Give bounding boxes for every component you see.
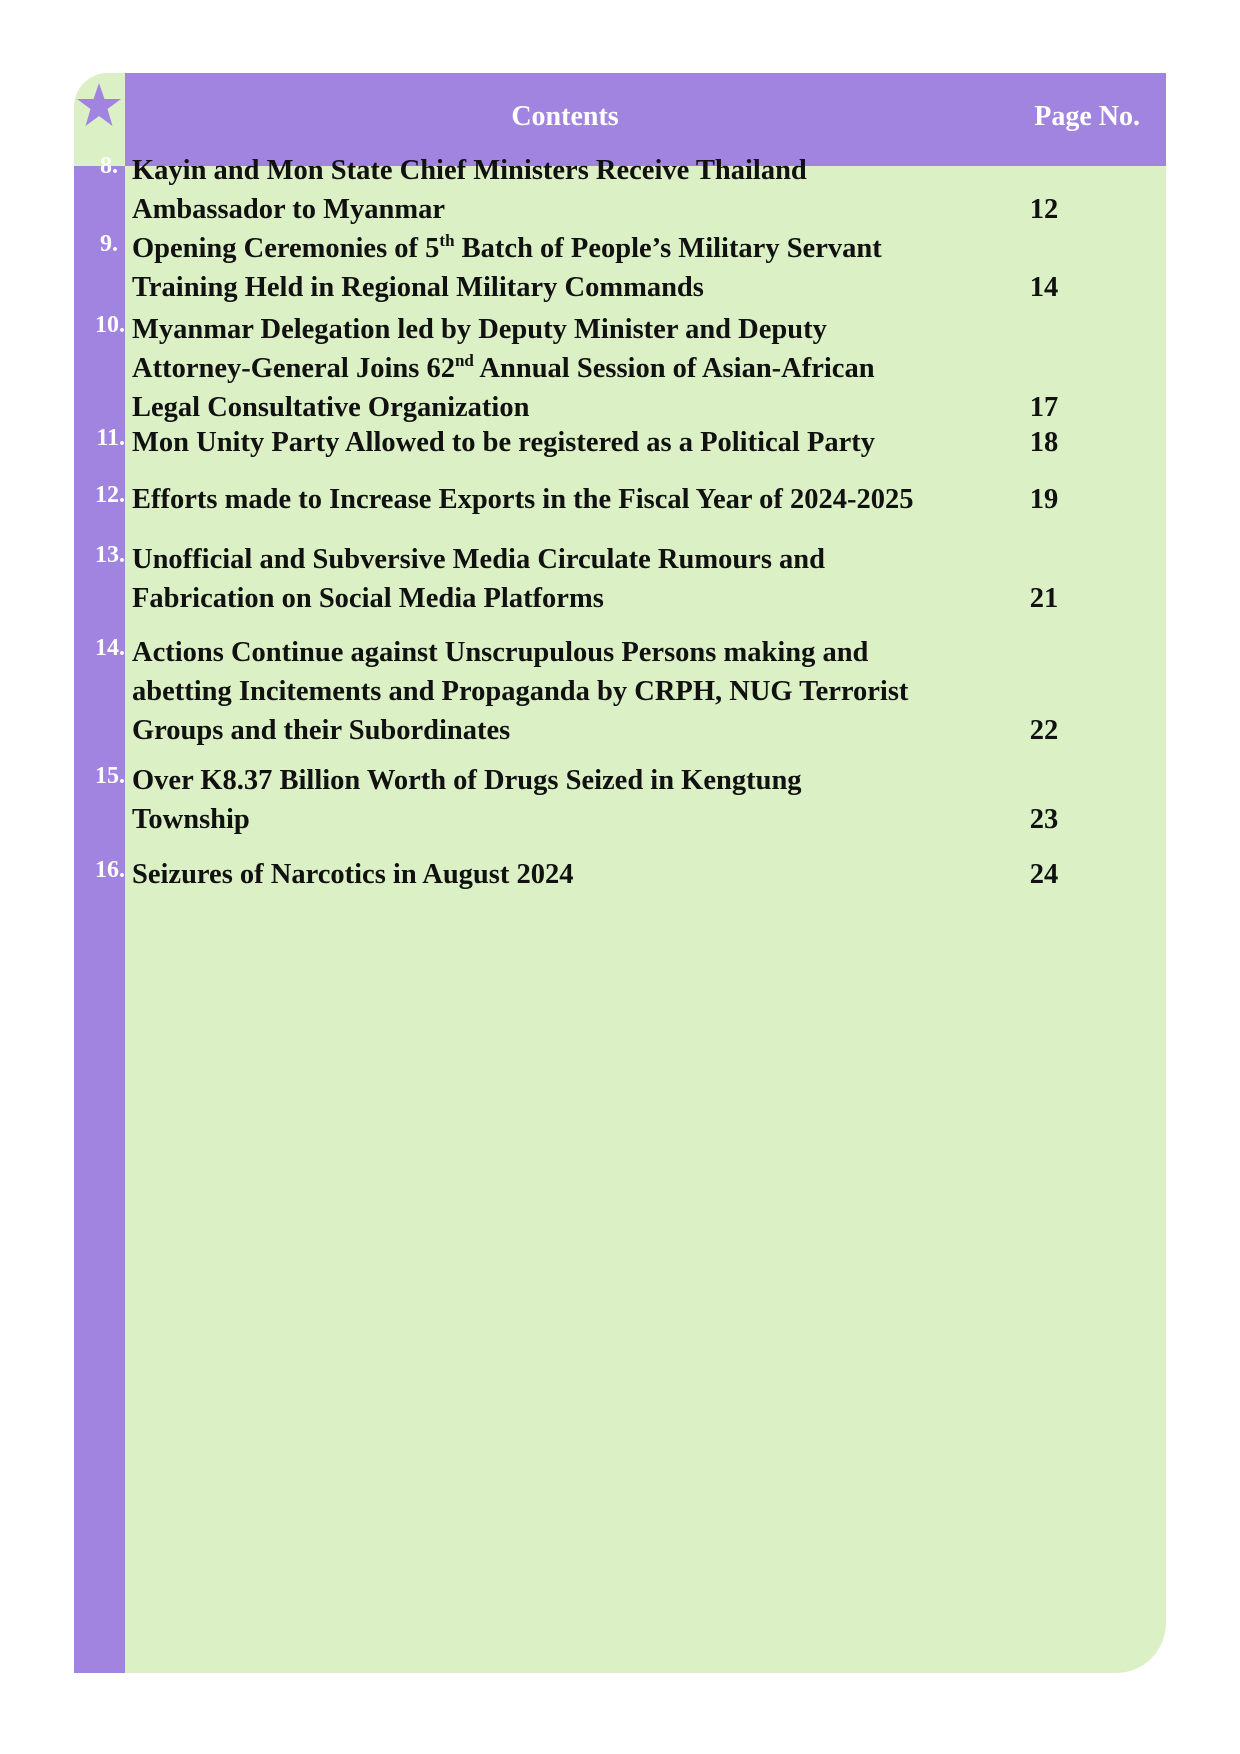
entry-number: 14. [95,635,125,661]
entry-title-line: Ambassador to Myanmar [132,194,445,225]
entry-title[interactable] [132,855,992,894]
page-no-heading: Page No. [1034,101,1140,132]
entry-number: 11. [96,425,125,451]
entry-title[interactable] [132,423,992,462]
entry-title-line: Unofficial and Subversive Media Circulate Rumours and [132,544,826,575]
entry-number: 12. [95,482,125,508]
entry-title-line: Township [132,804,250,835]
entry-number: 13. [95,542,125,568]
entry-title-line: Opening Ceremonies of 5th Batch of People’s Military Servant [132,231,882,264]
entry-title-line: abetting Incitements and Propaganda by CRPH, NUG Terrorist [132,676,909,707]
entry-title[interactable] [132,310,992,427]
entry-title-line: Fabrication on Social Media Platforms [132,583,604,614]
entry-title-line: Kayin and Mon State Chief Ministers Receive Thailand [132,155,807,186]
entry-title-line: Mon Unity Party Allowed to be registered as a Political Party [132,427,875,458]
entry-page-number: 12 [1029,194,1059,225]
entry-page-number: 14 [1029,272,1059,303]
contents-heading: Contents [511,101,619,132]
entry-title-line: Over K8.37 Billion Worth of Drugs Seized in Kengtung [132,765,802,796]
number-strip [74,166,125,1673]
entry-page-number: 18 [1029,427,1059,458]
entry-title-line: Legal Consultative Organization [132,392,530,423]
entry-page-number: 22 [1029,715,1059,746]
entry-title-line: Myanmar Delegation led by Deputy Minister and Deputy [132,314,827,345]
entry-title[interactable] [132,633,992,750]
entry-title[interactable] [132,761,992,839]
entry-title[interactable] [132,229,992,307]
entry-page-number: 17 [1029,392,1059,423]
entry-number: 9. [100,231,118,257]
entry-number: 15. [95,763,125,789]
entry-title-line: Training Held in Regional Military Commands [132,272,704,303]
contents-panel [74,73,1166,1673]
entry-page-number: 19 [1029,484,1059,515]
entry-title-line: Attorney-General Joins 62nd Annual Session of Asian-African [132,351,875,384]
entry-title[interactable] [132,480,992,519]
entry-number: 8. [100,153,118,179]
entry-page-number: 24 [1029,859,1059,890]
entry-number: 10. [95,312,125,338]
star-icon [77,81,121,129]
entry-title[interactable] [132,540,992,618]
entry-title-line: Groups and their Subordinates [132,715,511,746]
entry-title[interactable] [132,151,992,229]
entry-number: 16. [95,857,125,883]
entry-page-number: 23 [1029,804,1059,835]
entry-title-line: Actions Continue against Unscrupulous Persons making and [132,637,869,668]
entry-title-line: Seizures of Narcotics in August 2024 [132,859,574,890]
entry-page-number: 21 [1029,583,1059,614]
entry-title-line: Efforts made to Increase Exports in the Fiscal Year of 2024-2025 [132,484,914,515]
